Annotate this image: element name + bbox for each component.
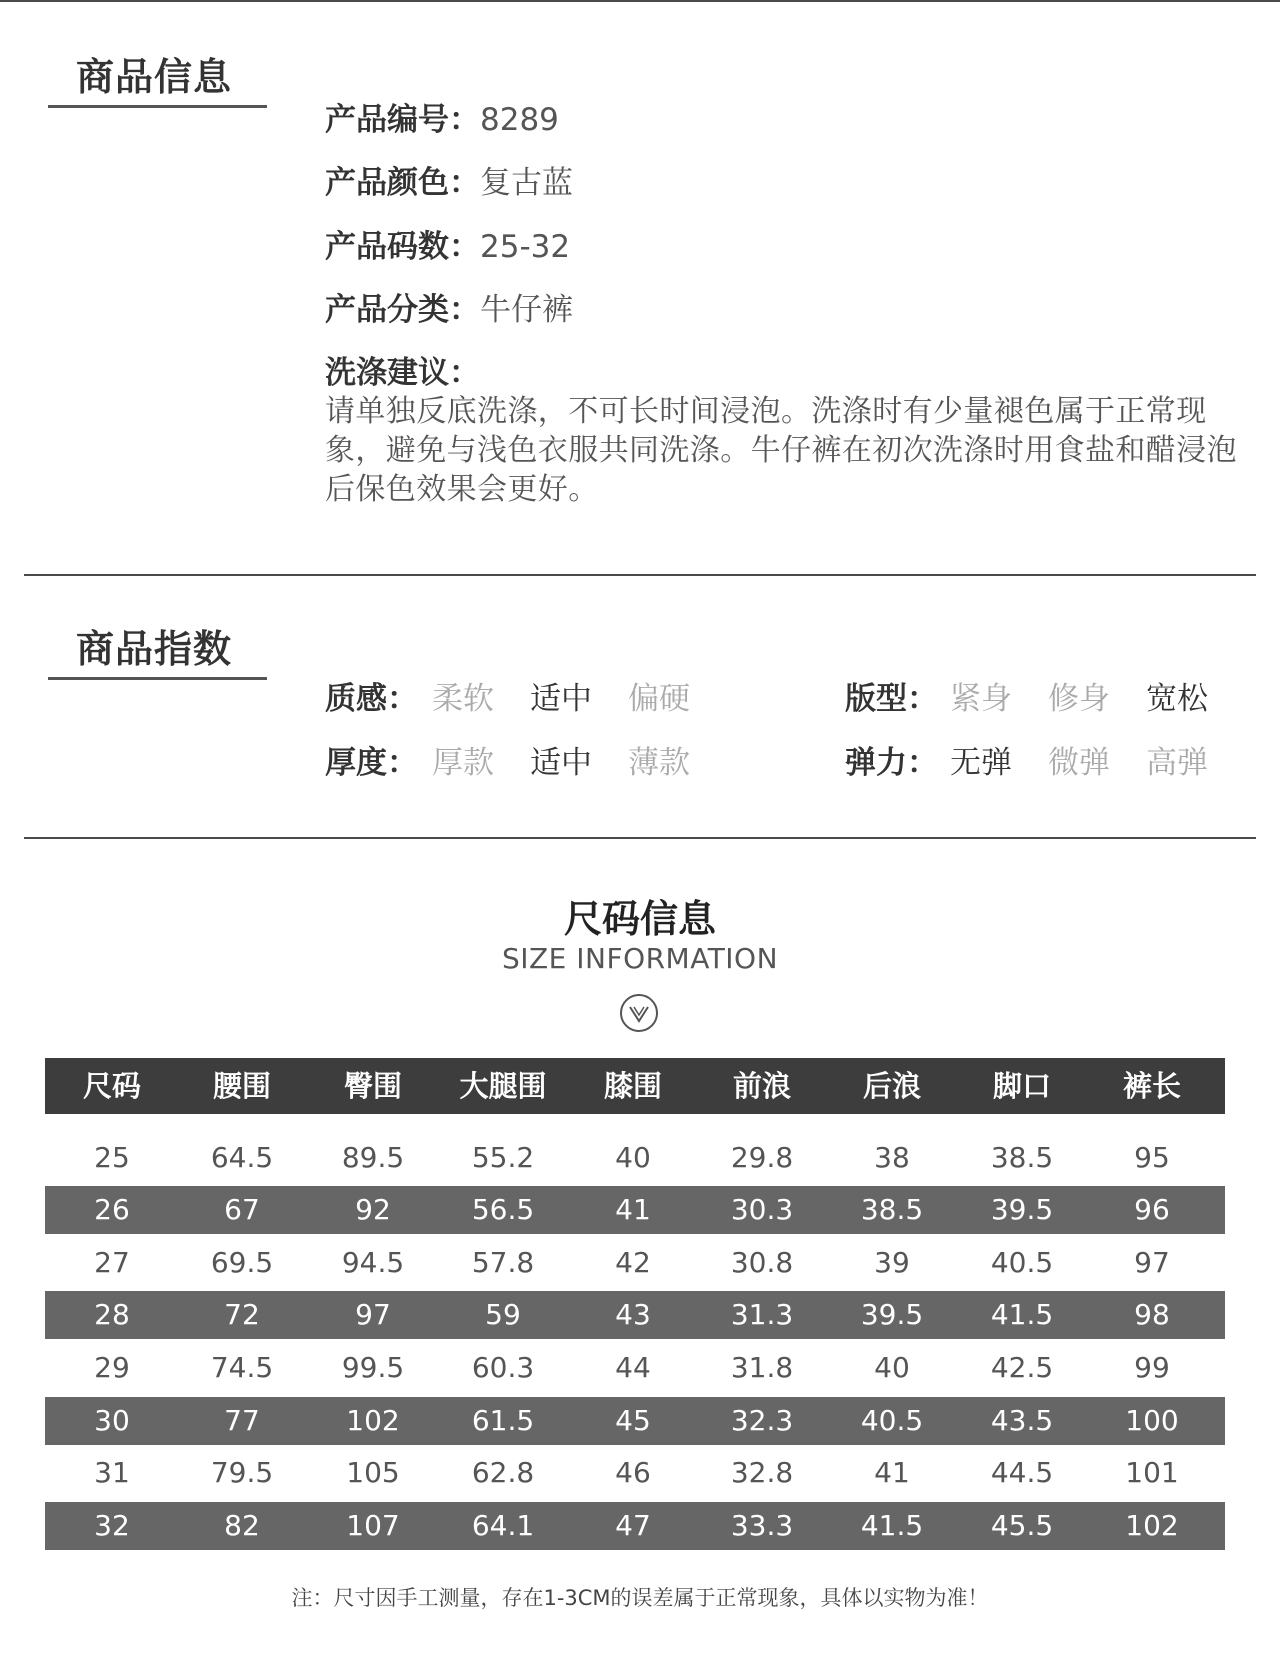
table-cell: 99 [1134,1351,1170,1384]
table-cell: 44.5 [990,1456,1054,1489]
table-cell: 41 [874,1456,910,1489]
table-cell: 56.5 [471,1193,535,1226]
table-header-cell: 脚口 [992,1069,1051,1103]
index-option: 微弹 [1048,745,1110,781]
table-cell: 55.2 [471,1141,535,1174]
info-row-sizes [325,227,570,267]
table-cell: 32.8 [730,1456,794,1489]
table-cell: 59 [485,1298,521,1331]
table-cell: 40.5 [990,1246,1054,1279]
chevron-down-icon [619,993,659,1033]
index-option-selected: 适中 [530,745,592,781]
table-cell: 38 [874,1141,910,1174]
table-row [45,1291,1225,1339]
info-value: 8289 [480,102,559,138]
table-cell: 62.8 [471,1456,535,1489]
index-option-selected: 宽松 [1146,681,1208,717]
table-cell: 94.5 [341,1246,405,1279]
index-label-fit: 版型： [845,681,938,717]
table-row [45,1239,1225,1287]
table-cell: 61.5 [471,1404,535,1437]
table-cell: 30.8 [730,1246,794,1279]
table-cell: 107 [346,1509,400,1542]
index-option: 柔软 [432,681,494,717]
table-cell: 40.5 [860,1404,924,1437]
index-option: 薄款 [628,745,690,781]
table-cell: 105 [346,1456,400,1489]
size-table-header [45,1058,1225,1114]
index-option: 修身 [1048,681,1110,717]
table-cell: 29 [94,1351,130,1384]
section-title-product-index: 商品指数 [76,627,233,671]
section-title-underline [48,105,267,108]
top-divider [0,0,1280,2]
index-label-texture: 质感： [325,681,418,717]
table-header-cell: 裤长 [1122,1069,1181,1103]
table-cell: 42.5 [990,1351,1054,1384]
table-cell: 41.5 [860,1509,924,1542]
section-title-product-info: 商品信息 [76,55,233,99]
table-row [45,1134,1225,1182]
table-cell: 31 [94,1456,130,1489]
table-cell: 31.3 [730,1298,794,1331]
index-option-selected: 无弹 [950,745,1012,781]
table-cell: 67 [224,1193,260,1226]
table-cell: 25 [94,1141,130,1174]
table-cell: 39.5 [990,1193,1054,1226]
size-section-subtitle: SIZE INFORMATION [501,942,779,975]
index-option: 厚款 [432,745,494,781]
table-cell: 32.3 [730,1404,794,1437]
table-cell: 95 [1134,1141,1170,1174]
table-header-cell: 臀围 [343,1069,402,1103]
table-cell: 64.5 [210,1141,274,1174]
info-row-category [325,290,573,330]
table-cell: 99.5 [341,1351,405,1384]
table-row [45,1186,1225,1234]
section-title-underline [48,677,267,680]
index-option: 紧身 [950,681,1012,717]
table-cell: 41.5 [990,1298,1054,1331]
info-row-code [325,100,559,140]
table-cell: 100 [1125,1404,1179,1437]
table-cell: 31.8 [730,1351,794,1384]
table-cell: 29.8 [730,1141,794,1174]
wash-label [325,353,480,393]
section-divider [24,574,1256,576]
table-cell: 38.5 [990,1141,1054,1174]
index-option: 偏硬 [628,681,690,717]
info-value: 牛仔裤 [480,292,573,328]
table-cell: 57.8 [471,1246,535,1279]
table-cell: 77 [224,1404,260,1437]
table-row [45,1397,1225,1445]
table-cell: 42 [615,1246,651,1279]
index-label-thickness: 厚度： [325,745,418,781]
table-cell: 32 [94,1509,130,1542]
table-cell: 89.5 [341,1141,405,1174]
size-note: 注：尺寸因手工测量，存在1-3CM的误差属于正常现象，具体以实物为准！ [291,1586,989,1610]
table-cell: 39.5 [860,1298,924,1331]
table-cell: 102 [346,1404,400,1437]
table-cell: 64.1 [471,1509,535,1542]
section-divider [24,837,1256,839]
table-row [45,1449,1225,1497]
info-label: 洗涤建议： [325,355,480,391]
table-header-cell: 腰围 [212,1069,271,1103]
table-cell: 43 [615,1298,651,1331]
table-cell: 79.5 [210,1456,274,1489]
table-cell: 33.3 [730,1509,794,1542]
size-section-title: 尺码信息 [563,897,716,941]
table-header-cell: 后浪 [862,1069,921,1103]
table-cell: 38.5 [860,1193,924,1226]
info-label: 产品颜色： [325,165,480,201]
table-row [45,1344,1225,1392]
info-value: 复古蓝 [480,165,573,201]
table-cell: 41 [615,1193,651,1226]
table-cell: 44 [615,1351,651,1384]
info-value: 25-32 [480,229,571,265]
table-cell: 40 [615,1141,651,1174]
info-label: 产品码数： [325,229,480,265]
index-option-selected: 适中 [530,681,592,717]
table-cell: 26 [94,1193,130,1226]
wash-advice-text: 请单独反底洗涤，不可长时间浸泡。洗涤时有少量褪色属于正常现象，避免与浅色衣服共同洗涤。牛仔裤在初次洗涤时用食盐和醋浸泡后保色效果会更好。 [325,394,1237,507]
table-cell: 69.5 [210,1246,274,1279]
info-row-color [325,163,573,203]
info-label: 产品编号： [325,102,480,138]
table-cell: 102 [1125,1509,1179,1542]
table-cell: 74.5 [210,1351,274,1384]
table-cell: 46 [615,1456,651,1489]
table-cell: 60.3 [471,1351,535,1384]
table-cell: 45.5 [990,1509,1054,1542]
index-label-elasticity: 弹力： [845,745,938,781]
table-cell: 47 [615,1509,651,1542]
table-row [45,1502,1225,1550]
index-option: 高弹 [1146,745,1208,781]
table-cell: 45 [615,1404,651,1437]
table-cell: 98 [1134,1298,1170,1331]
table-cell: 27 [94,1246,130,1279]
table-cell: 97 [355,1298,391,1331]
table-cell: 30 [94,1404,130,1437]
table-cell: 39 [874,1246,910,1279]
table-cell: 101 [1125,1456,1179,1489]
table-cell: 30.3 [730,1193,794,1226]
table-cell: 97 [1134,1246,1170,1279]
table-cell: 72 [224,1298,260,1331]
table-header-cell: 膝围 [603,1069,662,1103]
table-cell: 92 [355,1193,391,1226]
table-cell: 96 [1134,1193,1170,1226]
table-cell: 82 [224,1509,260,1542]
info-label: 产品分类： [325,292,480,328]
table-cell: 40 [874,1351,910,1384]
table-header-cell: 前浪 [732,1069,791,1103]
table-header-cell: 大腿围 [459,1069,547,1103]
table-cell: 28 [94,1298,130,1331]
table-header-cell: 尺码 [82,1069,141,1103]
table-cell: 43.5 [990,1404,1054,1437]
